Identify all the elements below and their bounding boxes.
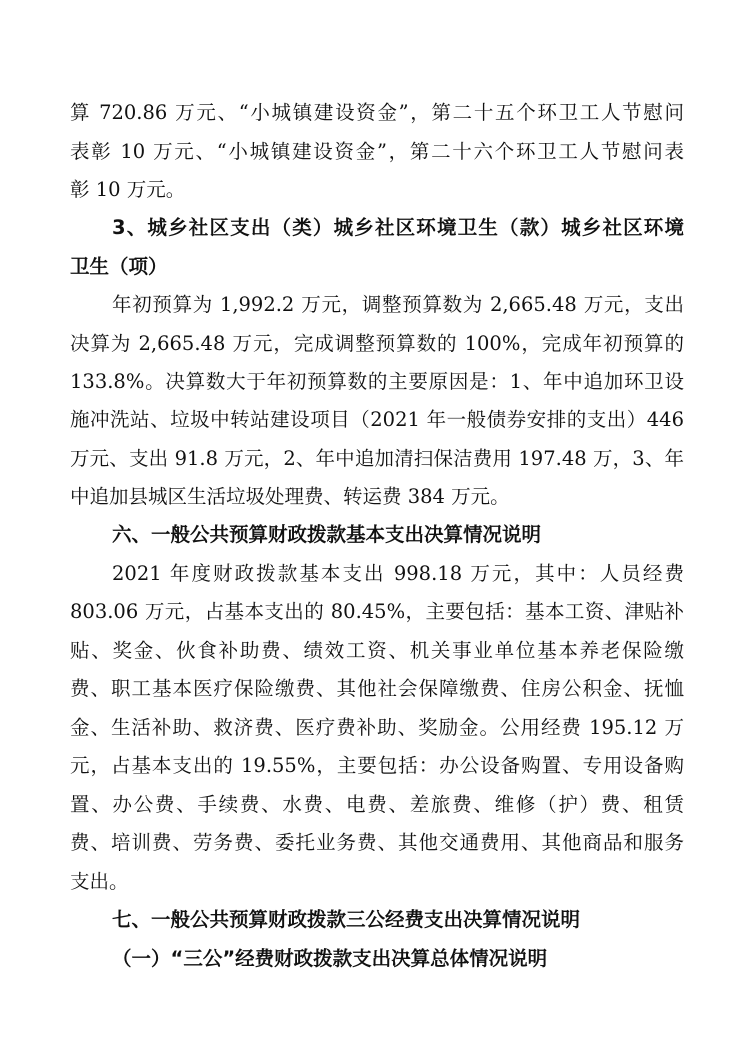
paragraph-line: 中追加县城区生活垃圾处理费、转运费 384 万元。 — [70, 485, 510, 508]
paragraph-line: 金、生活补助、救济费、医疗费补助、奖励金。公用经费 195.12 万 — [70, 716, 684, 739]
paragraph-line: 置、办公费、手续费、水费、电费、差旅费、维修（护）费、租赁 — [70, 793, 684, 816]
paragraph-line: 803.06 万元，占基本支出的 80.45%，主要包括：基本工资、津贴补 — [70, 600, 684, 623]
paragraph-line: 决算为 2,665.48 万元，完成调整预算数的 100%，完成年初预算的 — [70, 332, 684, 355]
section-heading: 3、城乡社区支出（类）城乡社区环境卫生（款）城乡社区环境 — [112, 216, 684, 239]
paragraph-line: 支出。 — [70, 870, 129, 893]
section-heading: 卫生（项） — [70, 255, 168, 278]
paragraph-line: 贴、奖金、伙食补助费、绩效工资、机关事业单位基本养老保险缴 — [70, 639, 684, 662]
paragraph-line: 费、职工基本医疗保险缴费、其他社会保障缴费、住房公积金、抚恤 — [70, 677, 684, 700]
paragraph-line: 元，占基本支出的 19.55%，主要包括：办公设备购置、专用设备购 — [70, 754, 684, 777]
paragraph-line: 施冲洗站、垃圾中转站建设项目（2021 年一般债券安排的支出）446 — [70, 408, 684, 431]
paragraph-line: 2021 年度财政拨款基本支出 998.18 万元，其中：人员经费 — [112, 562, 684, 585]
paragraph-line: 彰 10 万元。 — [70, 178, 186, 201]
paragraph-line: 算 720.86 万元、“小城镇建设资金”，第二十五个环卫工人节慰问 — [70, 101, 684, 124]
paragraph-line: 万元、支出 91.8 万元，2、年中追加清扫保洁费用 197.48 万，3、年 — [70, 447, 684, 470]
section-heading: 六、一般公共预算财政拨款基本支出决算情况说明 — [112, 523, 542, 546]
paragraph-line: 费、培训费、劳务费、委托业务费、其他交通费用、其他商品和服务 — [70, 831, 684, 854]
subsection-heading: （一）“三公”经费财政拨款支出决算总体情况说明 — [112, 947, 548, 970]
paragraph-line: 表彰 10 万元、“小城镇建设资金”，第二十六个环卫工人节慰问表 — [70, 140, 684, 163]
paragraph-line: 年初预算为 1,992.2 万元，调整预算数为 2,665.48 万元，支出 — [112, 293, 684, 316]
paragraph-line: 133.8%。决算数大于年初预算数的主要原因是：1、年中追加环卫设 — [70, 370, 684, 393]
section-heading: 七、一般公共预算财政拨款三公经费支出决算情况说明 — [112, 908, 581, 931]
